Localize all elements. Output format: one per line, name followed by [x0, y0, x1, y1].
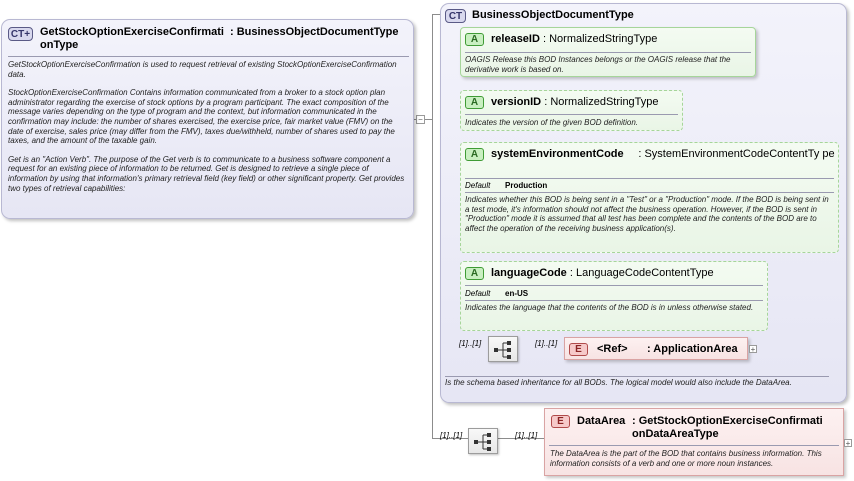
base-documentation: Is the schema based inheritance for all BODs. The logical model would also include the DataArea. — [445, 378, 792, 387]
element-documentation: The DataArea is the part of the BOD that contains business information. This information consists of a verb and one or more noun instances. — [550, 449, 822, 468]
root-title — [40, 26, 410, 52]
element-badge: E — [569, 343, 588, 356]
attribute-badge: A — [465, 96, 484, 109]
attribute-languagecode[interactable] — [460, 261, 768, 331]
attribute-type: : SystemEnvironmentCodeContentTy pe — [638, 148, 835, 160]
sequence-compositor[interactable] — [488, 336, 518, 362]
complex-type-badge: CT+ — [8, 27, 33, 41]
divider — [465, 192, 834, 193]
base-type-name: BusinessObjectDocumentType — [472, 9, 634, 21]
attribute-name: languageCode — [491, 267, 567, 279]
element-name: <Ref> — [597, 343, 628, 355]
element-type: : GetStockOptionExerciseConfirmati onDataAreaType — [632, 415, 823, 440]
default-value: en-US — [505, 289, 529, 298]
root-type-name: GetStockOptionExerciseConfirmati onType — [40, 26, 224, 51]
attribute-documentation: OAGIS Release this BOD Instances belongs or the OAGIS release that the derivative work is based on. — [465, 55, 731, 74]
default-label: Default — [465, 181, 491, 190]
attribute-badge: A — [465, 267, 484, 280]
divider — [465, 52, 751, 53]
doc-paragraph: StockOptionExerciseConfirmation Contains information communicated from a broker to a stock option plan administrator regarding the exercise of stock options by a program participant. The exact composition of the message varies depending on the type of program and the context, but information communicated in the confirmation may include: the number of shares exercised, the exercise price, fair market value (FMV) on the date of exercise, sales price (may differ from the FMV), taxes due/withheld, number of shares used to pay the taxes, and the amount of the taxable gain. — [8, 88, 395, 146]
vertical-connector — [432, 14, 433, 438]
attribute-title — [491, 96, 659, 109]
sequence-compositor[interactable] — [468, 428, 498, 454]
element-applicationarea[interactable] — [564, 337, 748, 360]
divider — [465, 300, 763, 301]
attribute-documentation: Indicates the language that the contents of the BOD is in unless otherwise stated. — [465, 303, 754, 312]
attribute-systemenvironmentcode[interactable] — [460, 142, 839, 253]
attribute-type: : LanguageCodeContentType — [569, 267, 714, 279]
root-base-type: : BusinessObjectDocumentType — [230, 26, 399, 38]
sequence-icon — [489, 337, 519, 363]
attribute-type: : NormalizedStringType — [543, 33, 658, 45]
element-dataarea[interactable] — [544, 408, 844, 476]
divider — [445, 376, 829, 377]
cardinality: [1]..[1] — [535, 339, 558, 348]
element-name: DataArea — [577, 415, 626, 427]
element-type: : ApplicationArea — [647, 343, 738, 355]
default-value: Production — [505, 181, 548, 190]
collapse-toggle[interactable]: − — [416, 115, 425, 124]
expand-toggle[interactable]: + — [845, 439, 851, 448]
attribute-title — [491, 267, 714, 280]
default-label: Default — [465, 289, 491, 298]
cardinality: [1]..[1] — [515, 431, 538, 440]
attribute-name: versionID — [491, 96, 542, 108]
cardinality: [1]..[1] — [440, 431, 463, 440]
attribute-title — [491, 33, 657, 46]
root-documentation — [8, 60, 408, 193]
doc-paragraph: Get is an "Action Verb". The purpose of the Get verb is to communicate to a business software component a request for an existing piece of information to be returned. Get is designed to retrieve a single piece of information by using that information's primary retrieval field (key field) or other significant property. Get provides two types of retrieval capabilities: — [8, 154, 405, 193]
expand-toggle[interactable]: + — [750, 345, 756, 354]
divider — [549, 445, 839, 446]
attribute-type: : NormalizedStringType — [544, 96, 659, 108]
divider — [465, 285, 763, 286]
divider — [8, 56, 409, 57]
doc-paragraph: GetStockOptionExerciseConfirmation is used to request retrieval of existing StockOptionExerciseConfirmation data. — [8, 60, 397, 79]
attribute-releaseid[interactable] — [460, 27, 756, 77]
element-badge: E — [551, 415, 570, 428]
base-connector — [432, 14, 440, 15]
complex-type-badge: CT — [445, 9, 466, 23]
attribute-versionid[interactable] — [460, 90, 683, 131]
attribute-documentation: Indicates whether this BOD is being sent in a "Test" or a "Production" mode. If the BOD is being sent in a test mode, it's information should not affect the business operation. However, if the BOD is sent in "Production" mode it is assumed that all test has been complete and the contents of the BOD are to affect the operation of the receiving business application(s). — [465, 195, 829, 233]
attribute-badge: A — [465, 33, 484, 46]
attribute-name: systemEnvironmentCode — [491, 148, 624, 160]
divider — [465, 114, 678, 115]
plus-icon: + — [24, 29, 31, 40]
root-complex-type — [1, 19, 414, 219]
cardinality: [1]..[1] — [459, 339, 482, 348]
attribute-badge: A — [465, 148, 484, 161]
sequence-icon — [469, 429, 499, 455]
attribute-documentation: Indicates the version of the given BOD definition. — [465, 118, 638, 127]
attribute-name: releaseID — [491, 33, 540, 45]
divider — [465, 178, 834, 179]
